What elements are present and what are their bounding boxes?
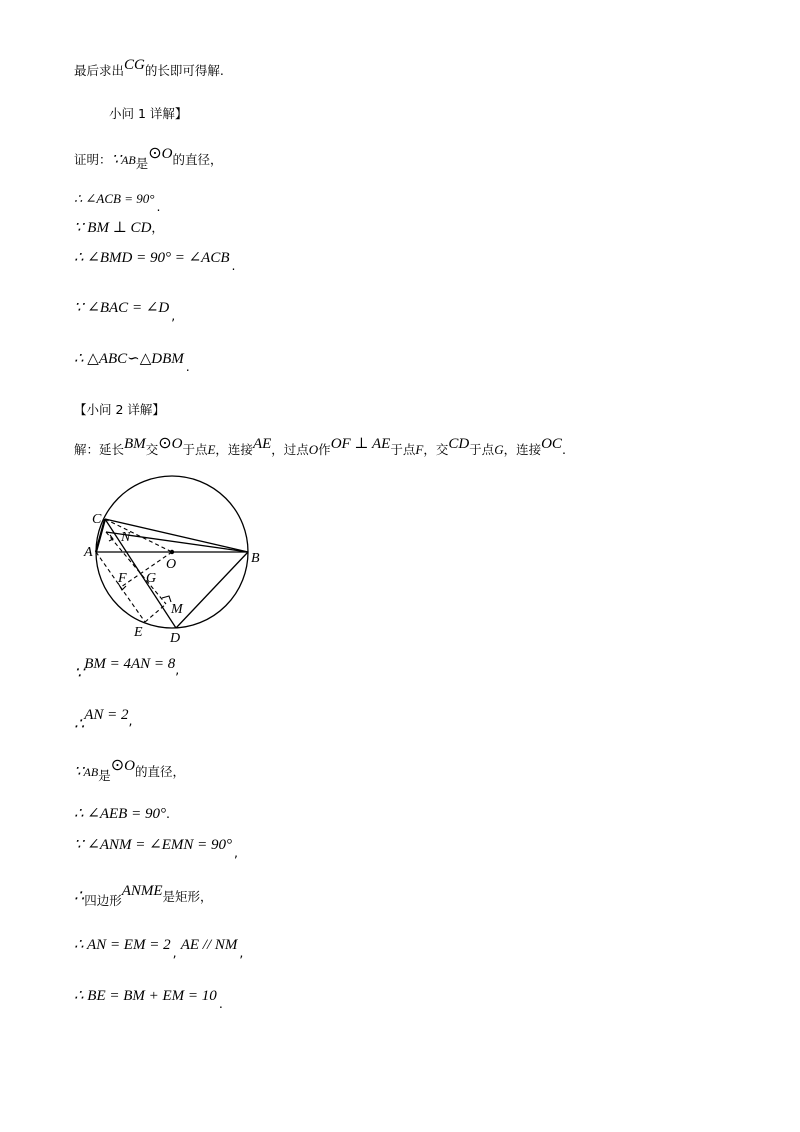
text-line-6: [74, 249, 236, 273]
math-expression: ∴ ∠ACB = 90°: [74, 191, 155, 206]
punct: ,: [172, 945, 177, 960]
circle-dot-icon: ⊙: [148, 143, 162, 162]
text-line-10: [74, 433, 566, 460]
math-expression: ∵ ∠ANM = ∠EMN = 90°: [74, 837, 232, 853]
text: 是: [135, 156, 149, 171]
because-symbol: ∵: [74, 764, 84, 780]
math-f: F: [415, 442, 424, 457]
text-line-18: [74, 987, 223, 1011]
text: ，连接: [215, 442, 253, 457]
math-expression: BM = 4AN = 8: [84, 656, 176, 672]
right-angle-m: [162, 596, 171, 602]
math-o: O: [124, 758, 135, 774]
geometry-figure: [80, 475, 280, 645]
label-n: N: [121, 530, 131, 545]
math-cg: CG: [124, 57, 145, 73]
label-m: M: [171, 602, 183, 617]
punct: .: [185, 359, 190, 374]
text: 交: [145, 442, 159, 457]
text-line-14: [74, 805, 170, 824]
punct: .: [165, 806, 170, 821]
text-line-5: [74, 219, 164, 238]
punct: ,: [239, 945, 244, 960]
math-expression: ∴ △ABC∽△DBM: [74, 351, 184, 367]
punct: ，: [151, 220, 164, 235]
text-line-4: [74, 190, 161, 214]
text: ，连接: [503, 442, 542, 457]
label-e: E: [134, 625, 143, 640]
math-cd: CD: [448, 436, 470, 452]
math-expression: ∵ BM ⊥ CD: [74, 220, 152, 236]
math-expression: ∴ AN = EM = 2: [74, 937, 171, 953]
text: 的直径，: [172, 152, 223, 167]
text: ，过点: [271, 442, 309, 457]
math-bm: BM: [124, 436, 146, 452]
punct: ,: [234, 845, 238, 860]
text-line-8: [74, 350, 190, 374]
math-o: O: [161, 146, 173, 162]
segment-nm: [106, 532, 166, 604]
math-of-perp-ae: OF ⊥ AE: [330, 436, 391, 452]
heading-text: 小问 1 详解】: [109, 106, 188, 121]
punct: .: [231, 258, 236, 273]
therefore-symbol: ∴: [74, 888, 85, 905]
math-o: O: [171, 436, 183, 452]
text: 是矩形，: [162, 889, 213, 904]
circle-dot-icon: ⊙: [158, 433, 172, 452]
center-point: [170, 550, 174, 554]
text-line-16: [74, 883, 213, 908]
text-line-7: [74, 299, 176, 323]
text: 作: [318, 442, 331, 457]
because-symbol: ∵: [74, 665, 85, 682]
punct: ,: [171, 308, 176, 323]
text: 的长即可得解.: [144, 63, 224, 78]
math-expression: ∴ ∠BMD = 90° = ∠ACB: [74, 250, 230, 266]
text: 解：延长: [74, 442, 125, 457]
label-d: D: [170, 631, 181, 645]
text: 的直径，: [134, 764, 185, 779]
text-line-13: [74, 755, 185, 783]
label-g: G: [146, 571, 157, 586]
math-expression: ∴ ∠AEB = 90°: [74, 806, 166, 822]
text: 最后求出: [74, 63, 125, 78]
math-e: E: [207, 442, 216, 457]
because-symbol: ∵: [111, 152, 122, 168]
label-f: F: [118, 571, 127, 586]
therefore-symbol: ∴: [74, 716, 85, 733]
label-c: C: [92, 512, 102, 527]
section-heading-1: [109, 105, 187, 124]
math-g: G: [494, 442, 504, 457]
text-line-15: [74, 836, 238, 860]
punct: ,: [128, 713, 133, 728]
math-o: O: [308, 442, 319, 457]
text-line-1: [74, 57, 224, 81]
label-b: B: [251, 551, 260, 566]
math-oc: OC: [541, 436, 562, 452]
label-o: O: [166, 557, 177, 572]
text: 是: [98, 768, 111, 783]
punct: .: [156, 199, 161, 214]
math-anme: ANME: [121, 883, 163, 899]
text: .: [561, 442, 566, 457]
text-line-3: [74, 143, 223, 171]
circle-dot-icon: ⊙: [110, 755, 125, 774]
text-line-11: [74, 656, 180, 682]
math-ab: AB: [121, 153, 136, 167]
math-expression: AE // NM: [180, 937, 238, 953]
text: 于点: [469, 442, 495, 457]
text-line-12: [74, 707, 133, 733]
heading-text: 【小问 2 详解】: [74, 402, 165, 417]
math-expression: ∵ ∠BAC = ∠D: [74, 300, 170, 316]
punct: .: [218, 996, 223, 1011]
text: 于点: [390, 442, 416, 457]
math-ab: AB: [83, 765, 99, 779]
text: 证明：: [74, 152, 112, 167]
text: ，交: [423, 442, 449, 457]
section-heading-2: [74, 401, 165, 420]
punct: ,: [175, 662, 180, 677]
math-expression: ∴ BE = BM + EM = 10: [74, 988, 217, 1004]
text: 四边形: [84, 893, 122, 908]
text: 于点: [182, 442, 208, 457]
math-expression: AN = 2: [84, 707, 129, 723]
text-line-17: [74, 936, 244, 960]
math-ae: AE: [252, 436, 272, 452]
segment-em: [145, 604, 166, 622]
label-a: A: [84, 545, 93, 560]
